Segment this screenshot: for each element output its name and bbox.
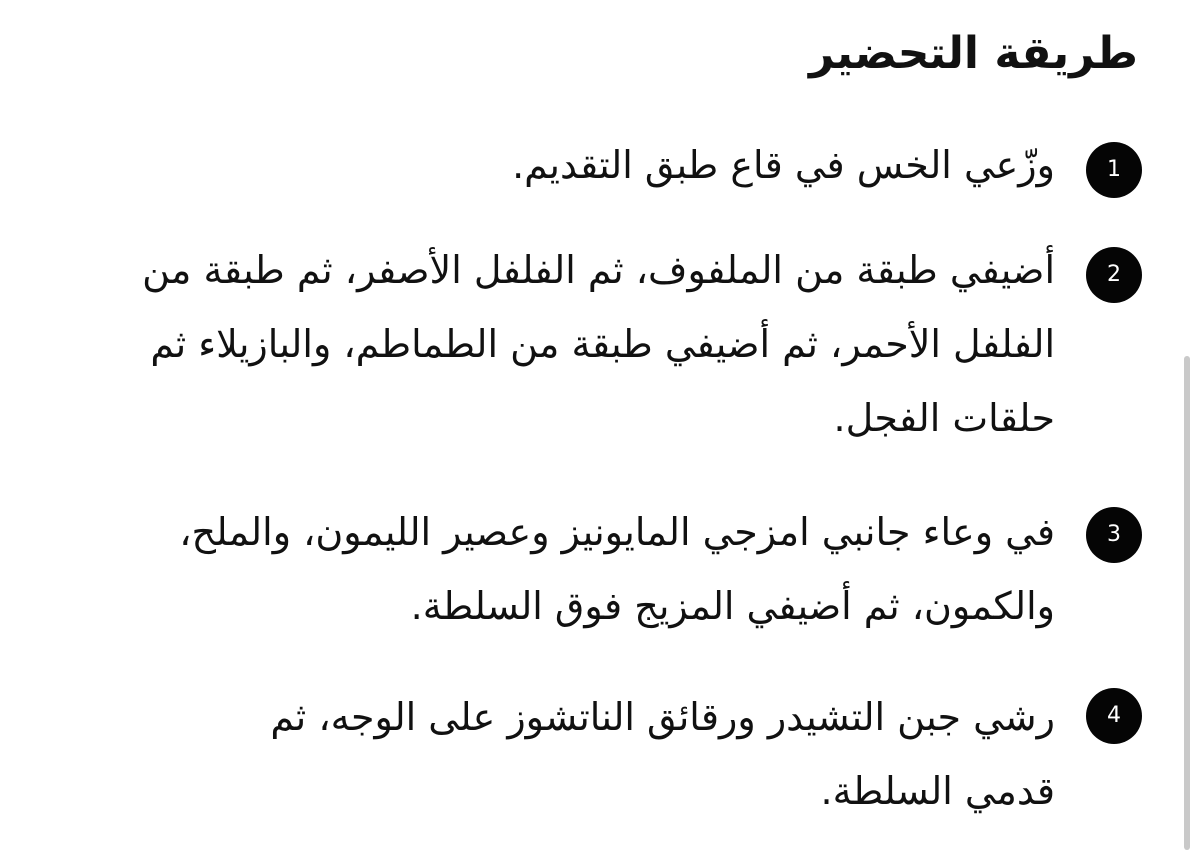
step-number-badge: 4 <box>1086 688 1142 744</box>
step-number-badge: 3 <box>1086 507 1142 563</box>
step-text: رشي جبن التشيدر ورقائق الناتشوز على الوجه، ثم قدمي السلطة. <box>270 695 1055 813</box>
step-number-badge: 2 <box>1086 247 1142 303</box>
vertical-scrollbar[interactable] <box>1184 356 1190 850</box>
step-number-badge: 1 <box>1086 142 1142 198</box>
step-text: وزّعي الخس في قاع طبق التقديم. <box>512 143 1055 187</box>
step-text: أضيفي طبقة من الملفوف، ثم الفلفل الأصفر، ثم طبقة من الفلفل الأحمر، ثم أضيفي طبقة من الطماطم، والبازيلاء ثم حلقات الفجل. <box>142 248 1055 440</box>
page-title: طريقة التحضير <box>809 28 1138 79</box>
step-text: في وعاء جانبي امزجي المايونيز وعصير الليمون، والملح، والكمون، ثم أضيفي المزيج فوق السلطة. <box>179 510 1055 628</box>
